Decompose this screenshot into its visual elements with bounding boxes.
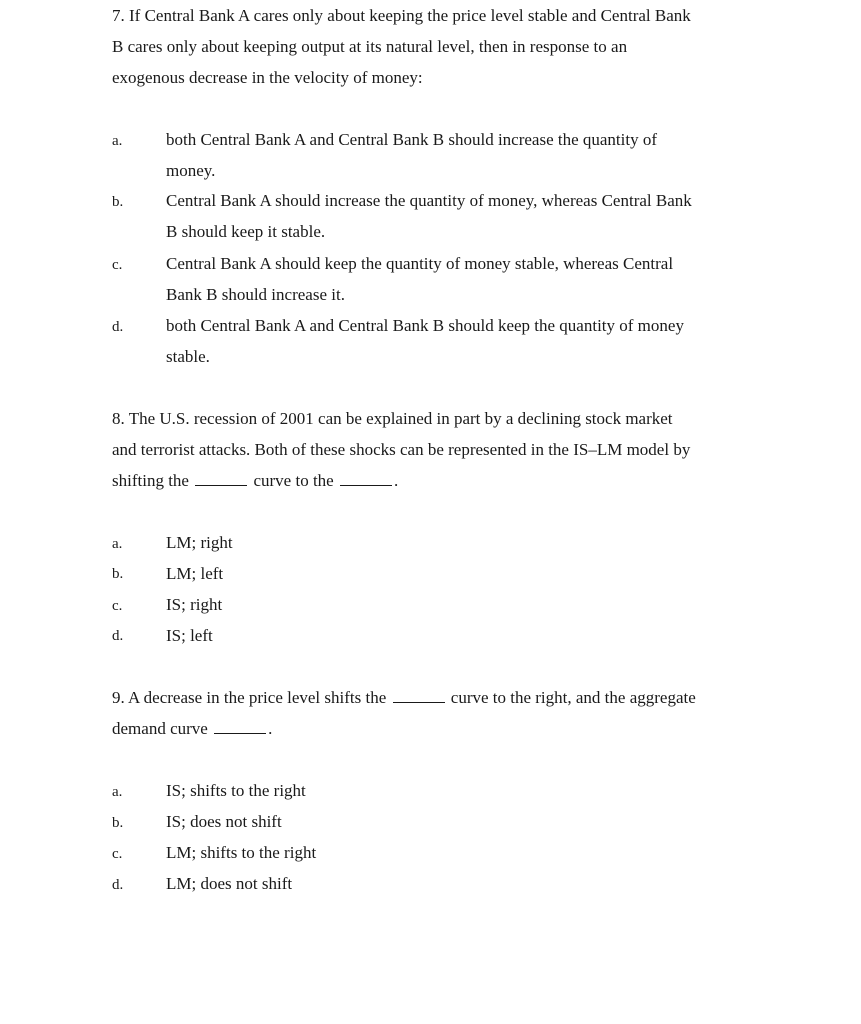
q7-option-d-line-2: stable. — [166, 347, 210, 366]
q7-option-c-line-2: Bank B should increase it. — [166, 285, 345, 304]
question-9-line-2 — [112, 719, 272, 739]
q7-option-c-letter: c. — [112, 257, 123, 273]
q8-option-a-text: LM; right — [166, 533, 233, 552]
q7-option-b-line-2: B should keep it stable. — [166, 222, 326, 241]
q8-option-a-letter: a. — [112, 536, 123, 552]
question-8-line-2: and terrorist attacks. Both of these shocks can be represented in the IS–LM model by — [112, 440, 691, 459]
q7-option-a-line-2: money. — [166, 161, 216, 180]
question-8-line-3-part-2: curve to the — [253, 471, 334, 490]
q8-option-c-letter: c. — [112, 598, 123, 614]
q7-option-d-letter: d. — [112, 319, 124, 335]
q9-option-a-letter: a. — [112, 784, 123, 800]
question-9-line-1 — [112, 688, 696, 708]
q9-option-d-text: LM; does not shift — [166, 874, 293, 893]
q8-option-d-text: IS; left — [166, 626, 213, 645]
q8-option-b-text: LM; left — [166, 564, 224, 583]
question-8-line-3 — [112, 471, 398, 491]
question-8-line-3-part-1: shifting the — [112, 471, 189, 490]
q8-option-b-letter: b. — [112, 566, 124, 582]
q9-option-b-text: IS; does not shift — [166, 812, 282, 831]
question-9-line-2-part-1: demand curve — [112, 719, 208, 738]
q9-option-a-text: IS; shifts to the right — [166, 781, 306, 800]
q8-option-d-letter: d. — [112, 628, 124, 644]
q9-option-c-text: LM; shifts to the right — [166, 843, 317, 862]
question-9-line-1-part-2: curve to the right, and the aggregate — [450, 688, 696, 707]
question-7-line-2: B cares only about keeping output at its natural level, then in response to an — [112, 37, 628, 56]
q7-option-a-letter: a. — [112, 133, 123, 149]
question-9-line-2-end: . — [268, 719, 273, 738]
q8-option-c-text: IS; right — [166, 595, 223, 614]
q7-option-c-line-1: Central Bank A should keep the quantity of money stable, whereas Central — [166, 254, 674, 273]
question-8-line-3-end: . — [393, 471, 399, 490]
q7-option-a-line-1: both Central Bank A and Central Bank B should increase the quantity of — [166, 130, 658, 149]
answer-blank — [195, 471, 247, 486]
q7-option-b-letter: b. — [112, 194, 124, 210]
q9-option-d-letter: d. — [112, 877, 124, 893]
question-7-line-1: 7. If Central Bank A cares only about keeping the price level stable and Central Bank — [112, 6, 691, 25]
question-9-line-1-part-1: 9. A decrease in the price level shifts the — [112, 688, 387, 707]
question-8-line-1: 8. The U.S. recession of 2001 can be explained in part by a declining stock market — [112, 409, 673, 428]
answer-blank — [214, 719, 266, 734]
q9-option-b-letter: b. — [112, 815, 124, 831]
answer-blank — [340, 471, 392, 486]
q9-option-c-letter: c. — [112, 846, 123, 862]
answer-blank — [393, 688, 445, 703]
q7-option-d-line-1: both Central Bank A and Central Bank B should keep the quantity of money — [166, 316, 684, 335]
q7-option-b-line-1: Central Bank A should increase the quantity of money, whereas Central Bank — [166, 191, 692, 210]
question-7-line-3: exogenous decrease in the velocity of money: — [112, 68, 423, 87]
